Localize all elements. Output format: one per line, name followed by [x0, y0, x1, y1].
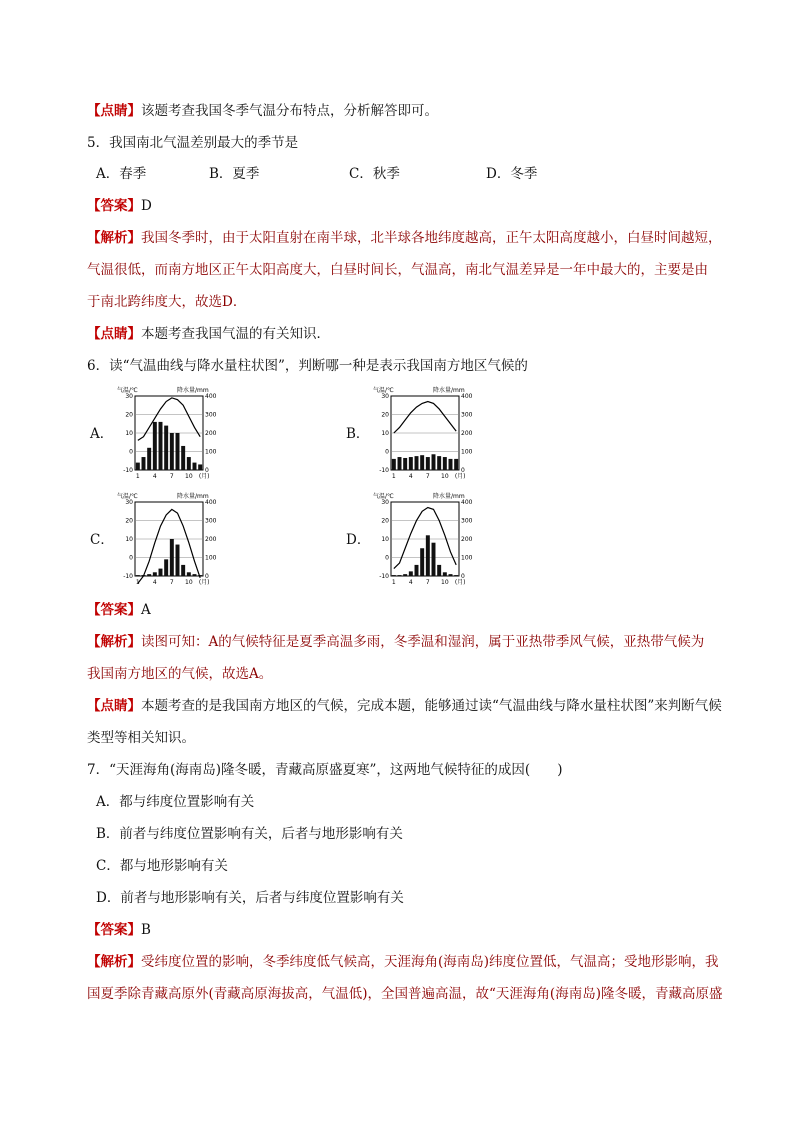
q5-option-a: A．春季 [96, 166, 147, 182]
precip-bar [415, 565, 419, 576]
precip-bar [176, 545, 180, 576]
temp-tick-label: 20 [381, 517, 389, 525]
precip-bar [398, 457, 402, 470]
x-tick-label: 1 [391, 579, 396, 586]
jiexi-q5-line2: 气温很低，而南方地区正午太阳高度大，白昼时间长，气温高，南北气温差异是一年中最大的，主要是由 [87, 262, 708, 278]
precip-tick-label: 0 [205, 467, 209, 474]
temp-curve [394, 508, 456, 569]
precip-tick-label: 0 [461, 467, 465, 474]
precip-bar [398, 575, 402, 576]
chart-b-svg [371, 384, 486, 484]
precip-bar [181, 446, 185, 470]
chart-c-svg [115, 490, 230, 590]
tag-daan: 【答案】 [87, 602, 141, 618]
chart-b-letter: B． [346, 426, 370, 442]
x-tick-label: 1 [135, 473, 140, 480]
precip-bar [193, 574, 197, 576]
temp-tick-label: 10 [381, 536, 389, 543]
q7-option-d: D．前者与地形影响有关，后者与纬度位置影响有关 [96, 890, 404, 906]
precip-bar [443, 457, 447, 470]
precip-tick-label: 200 [461, 430, 473, 437]
precip-bar [159, 422, 163, 470]
question-6: 6．读“气温曲线与降水量柱状图”，判断哪一种是表示我国南方地区气候的 [87, 358, 528, 374]
temp-curve [138, 398, 200, 441]
tag-jiexi: 【解析】 [87, 954, 141, 970]
jiexi-text: 受纬度位置的影响，冬季纬度低气候高，天涯海角(海南岛)纬度位置低，气温高；受地形影响，我 [141, 954, 719, 970]
temp-tick-label: 10 [125, 430, 133, 437]
precip-tick-label: 300 [205, 411, 217, 419]
precip-bar [153, 572, 157, 576]
temp-tick-label: 20 [125, 411, 133, 419]
tag-daan: 【答案】 [87, 922, 141, 938]
q5-option-c: C．秋季 [349, 166, 400, 182]
tag-dianjing: 【点睛】 [87, 326, 141, 342]
q7-option-a: A．都与纬度位置影响有关 [96, 794, 255, 810]
temp-tick-label: 10 [125, 536, 133, 543]
temp-tick-label: 0 [129, 448, 133, 456]
temp-tick-label: 30 [125, 499, 133, 506]
dianjing-q4 [87, 101, 438, 121]
precip-bar [164, 426, 168, 470]
precip-tick-label: 200 [461, 536, 473, 543]
chart-d-letter: D． [346, 532, 371, 548]
answer-q5 [87, 196, 152, 216]
jiexi-q6-line1 [87, 632, 704, 652]
x-tick-label: (月) [454, 473, 466, 480]
temp-tick-label: 30 [381, 393, 389, 400]
chart-option-c [90, 490, 230, 590]
temp-tick-label: 30 [381, 499, 389, 506]
chart-c-letter: C． [90, 532, 114, 548]
precip-bar [454, 575, 458, 576]
precip-tick-label: 400 [205, 393, 217, 400]
answer-q7 [87, 920, 151, 940]
precip-bar [136, 463, 140, 470]
jiexi-q7-line1 [87, 952, 719, 972]
question-7: 7．“天涯海角(海南岛)隆冬暖，青藏高原盛夏寒”，这两地气候特征的成因( ) [87, 762, 563, 778]
q5-option-b: B．夏季 [209, 166, 260, 182]
x-tick-label: 10 [185, 473, 193, 480]
precip-bar [147, 574, 151, 576]
precip-bar [454, 459, 458, 470]
precip-bar [147, 448, 151, 470]
precip-tick-label: 0 [205, 573, 209, 580]
y-axis-label-temp: 气温/℃ [117, 493, 138, 500]
x-tick-label: 1 [135, 579, 140, 586]
tag-dianjing: 【点睛】 [87, 103, 141, 119]
precip-bar [187, 572, 191, 576]
precip-tick-label: 200 [205, 536, 217, 543]
x-tick-label: 7 [169, 473, 174, 480]
x-tick-label: (月) [198, 473, 210, 480]
x-tick-label: (月) [454, 579, 466, 586]
dianjing-q6-line1 [87, 696, 722, 716]
temp-tick-label: -10 [123, 573, 133, 580]
precip-tick-label: 100 [461, 554, 473, 562]
temp-tick-label: 10 [381, 430, 389, 437]
dianjing-text: 本题考查我国气温的有关知识． [141, 326, 330, 342]
x-tick-label: 10 [185, 579, 193, 586]
x-tick-label: 4 [408, 473, 413, 480]
precip-bar [420, 455, 424, 470]
y-axis-label-temp: 气温/℃ [373, 493, 394, 500]
precip-tick-label: 200 [205, 430, 217, 437]
x-tick-label: 1 [391, 473, 396, 480]
tag-jiexi: 【解析】 [87, 634, 141, 650]
precip-bar [432, 543, 436, 576]
precip-bar [142, 457, 146, 470]
dianjing-text: 该题考查我国冬季气温分布特点，分析解答即可。 [141, 103, 438, 119]
y-axis-label-precip: 降水量/mm [177, 387, 209, 394]
precip-bar [153, 422, 157, 470]
chart-a-svg [115, 384, 230, 484]
temp-tick-label: -10 [379, 573, 389, 580]
dianjing-text: 本题考查的是我国南方地区的气候，完成本题，能够通过读“气温曲线与降水量柱状图”来判断气候 [141, 698, 722, 714]
dianjing-q5 [87, 324, 330, 344]
precip-tick-label: 400 [461, 393, 473, 400]
precip-bar [449, 459, 453, 470]
tag-dianjing: 【点睛】 [87, 698, 141, 714]
precip-bar [437, 456, 441, 470]
tag-jiexi: 【解析】 [87, 230, 141, 246]
temp-curve [394, 402, 456, 433]
x-tick-label: (月) [198, 579, 210, 586]
chart-d-svg [371, 490, 486, 590]
precip-bar [181, 565, 185, 576]
precip-tick-label: 0 [461, 573, 465, 580]
precip-bar [159, 569, 163, 576]
temp-tick-label: -10 [123, 467, 133, 474]
q7-option-c: C．都与地形影响有关 [96, 858, 228, 874]
answer-text: A [141, 602, 151, 618]
precip-tick-label: 300 [461, 411, 473, 419]
precip-tick-label: 400 [461, 499, 473, 506]
q7-option-b: B．前者与纬度位置影响有关，后者与地形影响有关 [96, 826, 403, 842]
precip-bar [443, 572, 447, 576]
precip-bar [432, 454, 436, 470]
answer-text: B [141, 922, 151, 938]
precip-tick-label: 400 [205, 499, 217, 506]
precip-bar [193, 463, 197, 470]
temp-tick-label: 0 [385, 448, 389, 456]
y-axis-label-precip: 降水量/mm [433, 493, 465, 500]
temp-tick-label: 0 [129, 554, 133, 562]
temp-tick-label: 20 [125, 517, 133, 525]
precip-bar [415, 456, 419, 470]
x-tick-label: 10 [441, 579, 449, 586]
jiexi-q5-line1 [87, 228, 722, 248]
precip-bar [420, 548, 424, 576]
chart-option-d [346, 490, 486, 590]
precip-bar [176, 433, 180, 470]
question-5: 5．我国南北气温差别最大的季节是 [87, 135, 299, 151]
answer-text: D [141, 198, 152, 214]
chart-option-b [346, 384, 486, 484]
precip-bar [187, 457, 191, 470]
dianjing-q6-line2: 类型等相关知识。 [87, 730, 195, 746]
precip-bar [426, 535, 430, 576]
precip-bar [198, 464, 202, 470]
q5-option-d: D．冬季 [486, 166, 538, 182]
precip-bar [409, 571, 413, 576]
temp-tick-label: -10 [379, 467, 389, 474]
temp-tick-label: 0 [385, 554, 389, 562]
answer-q6 [87, 600, 151, 620]
y-axis-label-temp: 气温/℃ [373, 387, 394, 394]
y-axis-label-precip: 降水量/mm [177, 493, 209, 500]
x-tick-label: 4 [408, 579, 413, 586]
precip-bar [170, 433, 174, 470]
precip-bar [392, 459, 396, 470]
precip-tick-label: 100 [461, 448, 473, 456]
precip-tick-label: 100 [205, 448, 217, 456]
x-tick-label: 4 [152, 473, 157, 480]
x-tick-label: 7 [425, 579, 430, 586]
precip-bar [170, 539, 174, 576]
precip-tick-label: 300 [461, 517, 473, 525]
precip-tick-label: 300 [205, 517, 217, 525]
chart-a-letter: A． [90, 426, 114, 442]
y-axis-label-precip: 降水量/mm [433, 387, 465, 394]
precip-bar [426, 457, 430, 470]
precip-tick-label: 100 [205, 554, 217, 562]
precip-bar [403, 574, 407, 576]
jiexi-text: 我国冬季时，由于太阳直射在南半球，北半球各地纬度越高，正午太阳高度越小，白昼时间越短， [141, 230, 722, 246]
precip-bar [403, 458, 407, 470]
precip-bar [409, 457, 413, 470]
jiexi-q5-line3: 于南北跨纬度大，故选D． [87, 294, 247, 310]
x-tick-label: 4 [152, 579, 157, 586]
precip-bar [136, 575, 140, 576]
jiexi-text: 读图可知：A的气候特征是夏季高温多雨，冬季温和湿润，属于亚热带季风气候，亚热带气候为 [141, 634, 705, 650]
x-tick-label: 7 [169, 579, 174, 586]
precip-bar [437, 565, 441, 576]
x-tick-label: 7 [425, 473, 430, 480]
temp-tick-label: 30 [125, 393, 133, 400]
jiexi-q6-line2: 我国南方地区的气候，故选A。 [87, 666, 273, 682]
tag-daan: 【答案】 [87, 198, 141, 214]
temp-tick-label: 20 [381, 411, 389, 419]
precip-bar [164, 559, 168, 576]
x-tick-label: 10 [441, 473, 449, 480]
precip-bar [392, 575, 396, 576]
chart-option-a [90, 384, 230, 484]
y-axis-label-temp: 气温/℃ [117, 387, 138, 394]
jiexi-q7-line2: 国夏季除青藏高原外(青藏高原海拔高，气温低)，全国普遍高温，故“天涯海角(海南岛)隆冬暖，青藏高原盛 [87, 986, 723, 1002]
precip-bar [449, 574, 453, 576]
